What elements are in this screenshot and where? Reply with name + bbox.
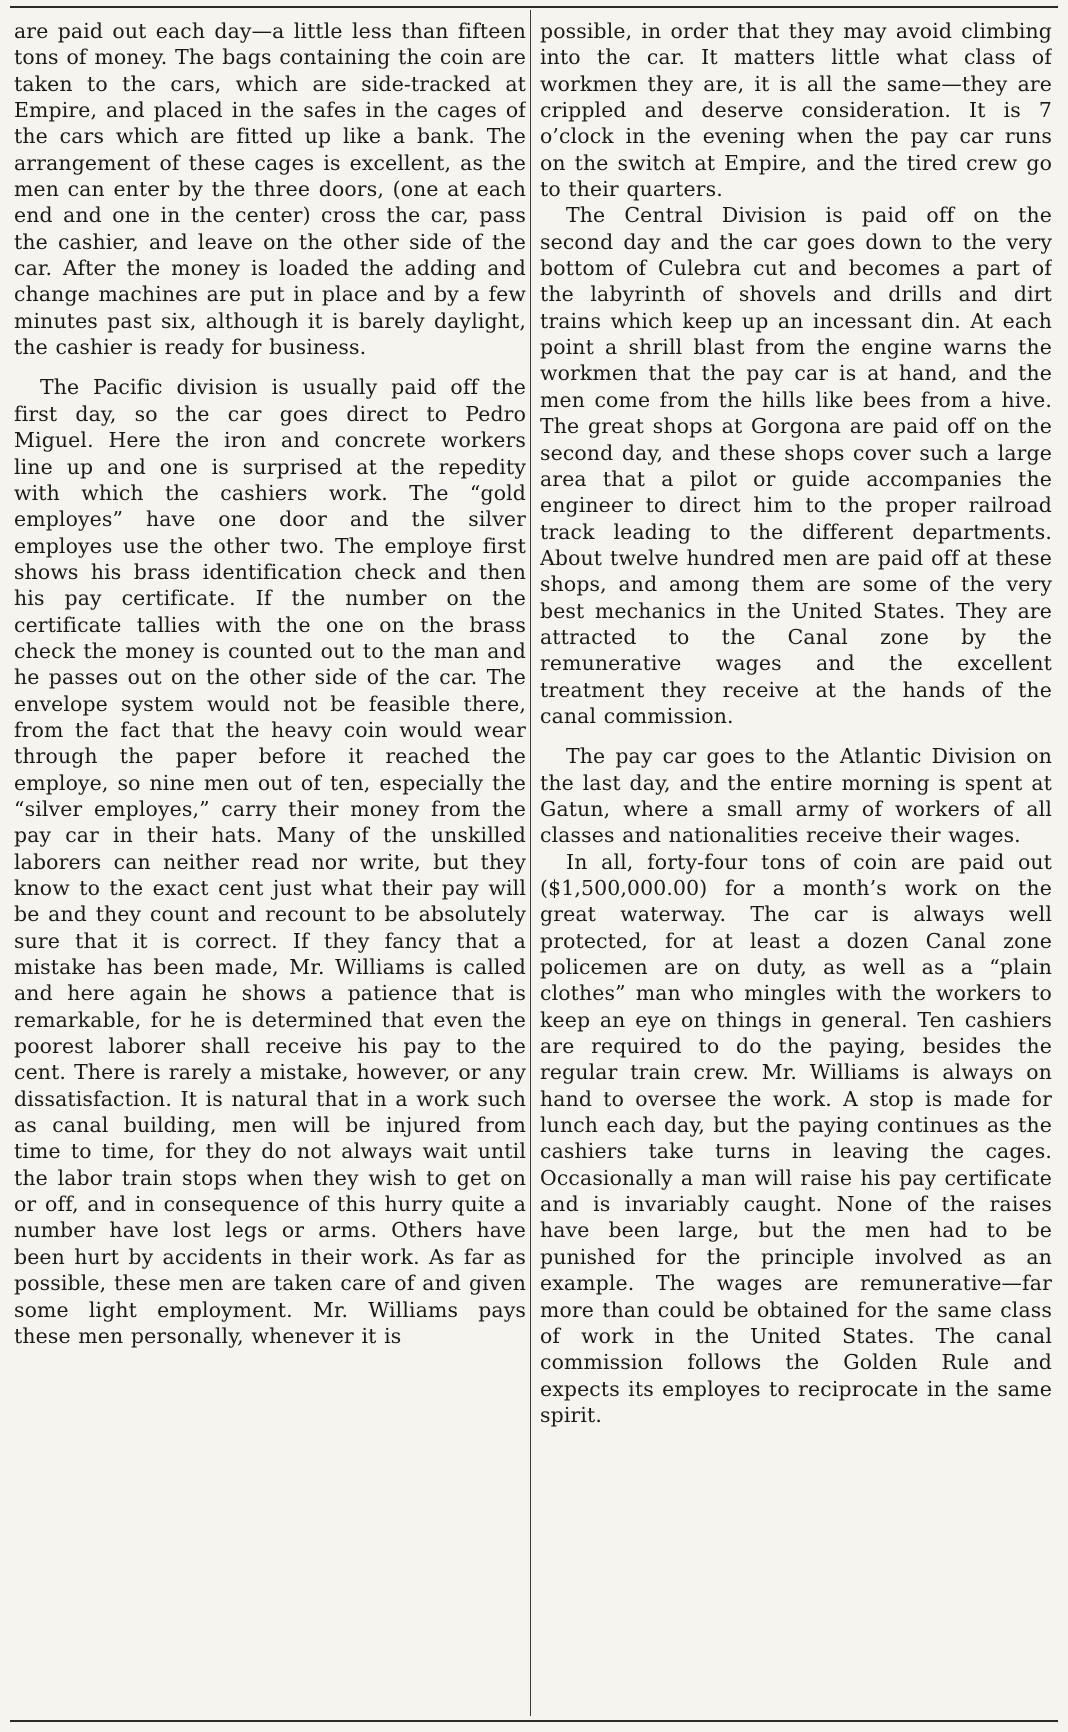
right-paragraph-2: [540, 202, 1052, 729]
left-paragraph-2: [14, 374, 526, 1349]
right-paragraph-1: possible, in order that they may avoid climbing into the car. It matters little what class of workmen they are, it is all the same—they are crippled and deserve consideration. It is 7 o’clock in the evening when the pay car runs on the switch at Empire, and the tired crew go to their quarters.: [540, 19, 1052, 202]
left-column: [14, 18, 526, 1349]
left-paragraph-1: are paid out each day—a little less than fifteen tons of money. The bags containing the coin are taken to the cars, which are side-tracked at Empire, and placed in the safes in the cages of the cars which are fitted up like a bank. The arrangement of these cages is excellent, as the men can enter by the three doors, (one at each end and one in the center) cross the car, pass the cashier, and leave on the other side of the car. After the money is loaded the adding and change machines are put in place and by a few minutes past six, although it is barely daylight, the cashier is ready for business.: [14, 19, 526, 360]
top-rule: [10, 6, 1058, 8]
right-paragraph-2-text: The Central Division is paid off on the second day and the car goes down to the very bottom of Culebra cut and becomes a part of the labyrinth of shovels and drills and dirt trains which keep up an incessant din. At each point a shrill blast from the engine warns the workmen that the pay car is at hand, and the men come from the hills like bees from a hive. The great shops at Gorgona are paid off on the second day, and these shops cover such a large area that a pilot or guide accompanies the engineer to direct him to the proper railroad track leading to the different departments. About twelve hundred men are paid off at these shops, and among them are some of the very best mechanics in the United States. They are attracted to the Canal zone by the remunerative wages and the excellent treatment they receive at the hands of the canal commission.: [540, 203, 1052, 728]
right-paragraph-4: [540, 849, 1052, 1429]
left-paragraph-2-text: The Pacific division is usually paid off the first day, so the car goes direct to Pedro Miguel. Here the iron and concrete workers line up and one is surprised at the repedity with which the cashiers work. The “gold employes” have one door and the silver employes use the other two. The employe first shows his brass identification check and then his pay certificate. If the number on the certificate tallies with the one on the brass check the money is counted out to the man and he passes out on the other side of the car. The envelope system would not be feasible there, from the fact that the heavy coin would wear through the paper before it reached the employe, so nine men out of ten, especially the “silver employes,” carry their money from the pay car in their hats. Many of the unskilled laborers can neither read nor write, but they know to the exact cent just what their pay will be and they count and recount to be absolutely sure that it is correct. If they fancy that a mistake has been made, Mr. Williams is called and here again he shows a patience that is remarkable, for he is determined that even the poorest laborer shall receive his pay to the cent. There is rarely a mistake, however, or any dissatisfaction. It is natural that in a work such as canal building, men will be injured from time to time, for they do not always wait until the labor train stops when they wish to get on or off, and in consequence of this hurry quite a number have lost legs or arms. Others have been hurt by accidents in their work. As far as possible, these men are taken care of and given some light employment. Mr. Williams pays these men personally, whenever it is: [14, 375, 526, 1348]
right-column: [540, 18, 1052, 1428]
right-paragraph-3: [540, 743, 1052, 848]
bottom-rule: [10, 1720, 1058, 1722]
right-paragraph-3-text: The pay car goes to the Atlantic Division on the last day, and the entire morning is spent at Gatun, where a small army of workers of all classes and nationalities receive their wages.: [540, 744, 1052, 848]
column-divider: [530, 10, 531, 1716]
right-paragraph-4-text: In all, forty-four tons of coin are paid out ($1,500,000.00) for a month’s work on the great waterway. The car is always well protected, for at least a dozen Canal zone policemen are on duty, as well as a “plain clothes” man who mingles with the workers to keep an eye on things in general. Ten cashiers are required to do the paying, besides the regular train crew. Mr. Williams is always on hand to oversee the work. A stop is made for lunch each day, but the paying continues as the cashiers take turns in leaving the cages. Occasionally a man will raise his pay certificate and is invariably caught. None of the raises have been large, but the men had to be punished for the principle involved as an example. The wages are remunerative—far more than could be obtained for the same class of work in the United States. The canal commission follows the Golden Rule and expects its employes to reciprocate in the same spirit.: [540, 849, 1052, 1427]
